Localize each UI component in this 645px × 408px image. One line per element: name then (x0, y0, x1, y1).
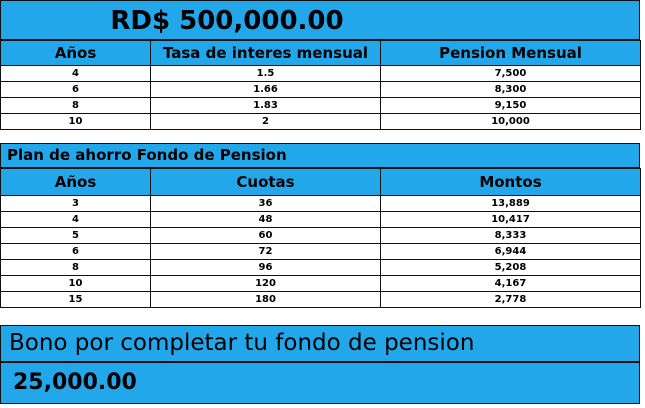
table-row (1, 66, 641, 82)
column-header-monthly-rate: Tasa de interes mensual (151, 41, 381, 66)
title-band (0, 0, 640, 40)
bonus-amount-band (0, 362, 640, 404)
table-row (1, 260, 641, 276)
amount-cell: 8,333 (381, 228, 641, 244)
column-header-installments: Cuotas (151, 169, 381, 196)
amount-cell: 2,778 (381, 292, 641, 308)
table-row (1, 276, 641, 292)
pension-cell: 7,500 (381, 66, 641, 82)
table-row (1, 98, 641, 114)
savings-plan-band (0, 143, 640, 168)
amount-cell: 13,889 (381, 196, 641, 212)
total-amount-title: RD$ 500,000.00 (110, 6, 344, 36)
bonus-label: Bono por completar tu fondo de pension (9, 330, 475, 356)
years-cell: 5 (1, 228, 151, 244)
years-cell: 10 (1, 276, 151, 292)
years-cell: 6 (1, 244, 151, 260)
table-row (1, 114, 641, 130)
installments-cell: 36 (151, 196, 381, 212)
bonus-band (0, 325, 640, 362)
years-cell: 8 (1, 98, 151, 114)
column-header-amounts: Montos (381, 169, 641, 196)
column-header-years: Años (1, 169, 151, 196)
table-row (1, 212, 641, 228)
amount-cell: 4,167 (381, 276, 641, 292)
installments-cell: 72 (151, 244, 381, 260)
pension-cell: 9,150 (381, 98, 641, 114)
savings-plan-title: Plan de ahorro Fondo de Pension (7, 146, 287, 164)
pension-cell: 8,300 (381, 82, 641, 98)
rate-cell: 1.66 (151, 82, 381, 98)
table-row (1, 244, 641, 260)
years-cell: 15 (1, 292, 151, 308)
column-header-monthly-pension: Pension Mensual (381, 41, 641, 66)
savings-plan-table (0, 168, 641, 308)
years-cell: 4 (1, 66, 151, 82)
years-cell: 10 (1, 114, 151, 130)
installments-cell: 60 (151, 228, 381, 244)
amount-cell: 6,944 (381, 244, 641, 260)
years-cell: 3 (1, 196, 151, 212)
pension-cell: 10,000 (381, 114, 641, 130)
amount-cell: 10,417 (381, 212, 641, 228)
installments-cell: 180 (151, 292, 381, 308)
table-row (1, 196, 641, 212)
installments-cell: 120 (151, 276, 381, 292)
table-row (1, 292, 641, 308)
pension-header-row (1, 41, 641, 66)
years-cell: 8 (1, 260, 151, 276)
table-row (1, 228, 641, 244)
installments-cell: 48 (151, 212, 381, 228)
years-cell: 4 (1, 212, 151, 228)
savings-header-row (1, 169, 641, 196)
amount-cell: 5,208 (381, 260, 641, 276)
rate-cell: 1.5 (151, 66, 381, 82)
table-row (1, 82, 641, 98)
column-header-years: Años (1, 41, 151, 66)
installments-cell: 96 (151, 260, 381, 276)
rate-cell: 2 (151, 114, 381, 130)
bonus-amount: 25,000.00 (13, 370, 137, 395)
pension-table (0, 40, 641, 130)
rate-cell: 1.83 (151, 98, 381, 114)
years-cell: 6 (1, 82, 151, 98)
